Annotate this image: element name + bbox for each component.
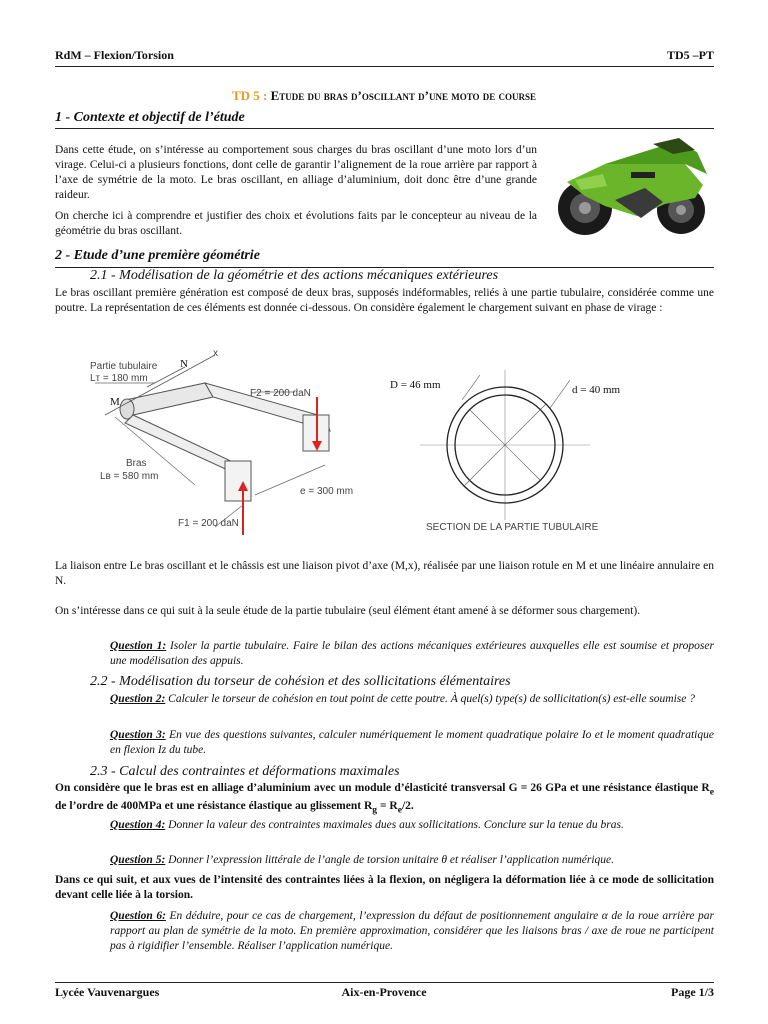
question-4-text: Donner la valeur des contraintes maximales dues aux sollicitations. Conclure sur la tenue du bras. — [165, 819, 624, 831]
question-5-text: Donner l’expression littérale de l’angle de torsion unitaire θ et réaliser l’application numérique. — [165, 854, 615, 866]
p4-part-d: /2. — [401, 800, 414, 813]
title-text: Etude du bras d’oscillant d’une moto de course — [270, 88, 537, 103]
header-rule — [55, 66, 714, 67]
p4-sub-e2: e — [397, 804, 402, 816]
question-3-text: En vue des questions suivantes, calculer numériquement le moment quadratique polaire Io et le moment quadratique en flexion Iz du tube. — [110, 729, 714, 756]
fig-axis-x: x — [213, 348, 218, 359]
fig-e: e = 300 mm — [300, 486, 354, 497]
section-1-paragraph-2: On cherche ici à comprendre et justifier des choix et évolutions faits par le concepteur au niveau de la géométrie du bras oscillant. — [55, 210, 537, 237]
fig-outer-diameter: D = 46 mm — [390, 379, 441, 391]
fig-point-m: M — [110, 396, 120, 408]
p4-sub-g: g — [372, 804, 378, 816]
question-4 — [110, 818, 714, 833]
question-3 — [110, 728, 714, 758]
fig-lb: Lв = 580 mm — [100, 471, 159, 482]
section-2-paragraph-1: Le bras oscillant première génération est composé de deux bras, supposés indéformables, reliés à une partie tubulaire, considérée comme une poutre. La représentation de ces éléments est donnée ci-dessous. On considère également le chargement suivant en phase de virage : — [55, 287, 714, 314]
question-2-text: Calculer le torseur de cohésion en tout point de cette poutre. À quel(s) type(s) de sollicitation(s) est-elle soumise ? — [165, 693, 696, 705]
question-5-label: Question 5: — [110, 854, 166, 866]
section-2-paragraph-3: On s’intéresse dans ce qui suit à la seule étude de la partie tubulaire (seul élément étant amené à se déformer sous chargement). — [55, 605, 641, 617]
subsection-2-2: 2.2 - Modélisation du torseur de cohésion et des sollicitations élémentaires — [90, 674, 511, 689]
header-right: TD5 –PT — [666, 48, 714, 62]
section-2-paragraph-4 — [55, 781, 714, 818]
question-3-label: Question 3: — [110, 729, 166, 741]
question-1 — [110, 639, 714, 669]
fig-f1: F1 = 200 daN — [178, 518, 239, 529]
question-6-label: Question 6: — [110, 910, 166, 922]
section-2-paragraph-2: La liaison entre Le bras oscillant et le châssis est une liaison pivot d’axe (M,x), réalisée par une liaison rotule en M et une linéaire annulaire en N. — [55, 560, 714, 587]
footer-left: Lycée Vauvenargues — [55, 985, 160, 999]
header-left: RdM – Flexion/Torsion — [55, 48, 174, 62]
fig-bras: Bras — [126, 458, 147, 469]
question-4-label: Question 4: — [110, 819, 166, 831]
subsection-2-1: 2.1 - Modélisation de la géométrie et des actions mécaniques extérieures — [90, 268, 499, 283]
p4-sub-e: e — [709, 786, 714, 798]
section-1-paragraph-1: Dans cette étude, on s’intéresse au comportement sous charges du bras oscillant d’une moto lors d’un virage. Celui-ci a plusieurs fonctions, dont celle de garantir l’alignement de la roue arrière par rapport à l’axe de symétrie de la moto. Le bras oscillant, en alliage d’aluminium, doit donc être d’une grande raideur. — [55, 144, 537, 201]
p4-part-a: On considère que le bras est en alliage d’aluminium avec un module d’élasticité transversal G = 26 GPa et une résistance élastique R — [55, 782, 710, 794]
fig-f2: F2 = 200 daN — [250, 388, 311, 399]
question-1-text: Isoler la partie tubulaire. Faire le bilan des actions mécaniques extérieures auxquelles elle est soumise et proposer une modélisation des appuis. — [110, 640, 714, 667]
question-6 — [110, 909, 714, 954]
question-2-label: Question 2: — [110, 693, 166, 705]
fig-lt: Lт = 180 mm — [90, 373, 148, 384]
section-1-heading: 1 - Contexte et objectif de l’étude — [55, 110, 245, 125]
fig-partie-tubulaire: Partie tubulaire — [90, 361, 158, 372]
motorcycle-image — [545, 130, 715, 242]
question-1-label: Question 1: — [110, 640, 167, 652]
section-2-heading: 2 - Etude d’une première géométrie — [55, 248, 260, 263]
fig-inner-diameter: d = 40 mm — [572, 384, 621, 396]
subsection-2-3: 2.3 - Calcul des contraintes et déformations maximales — [90, 764, 400, 779]
question-6-text: En déduire, pour ce cas de chargement, l’expression du défaut de positionnement angulaire α de la roue arrière par rapport au plan de symétrie de la moto. En première approximation, considérer que les liaisons bras / axe de roue ne participent pas à rigidifier l’ensemble. Réaliser l’application numérique. — [110, 910, 714, 952]
question-5 — [110, 853, 714, 868]
question-2 — [110, 692, 714, 707]
section-2-paragraph-5: Dans ce qui suit, et aux vues de l’intensité des contraintes liées à la flexion, on négligera la déformation liée à ce mode de sollicitation devant celle liée à la torsion. — [55, 874, 714, 901]
title-td: TD 5 : — [231, 88, 268, 103]
p4-part-b: de l’ordre de 400MPa et une résistance élastique au glissement R — [55, 800, 373, 813]
fig-point-n: N — [180, 358, 188, 370]
page-title — [0, 88, 768, 104]
p4-part-c: = R — [377, 800, 398, 813]
footer-center: Aix-en-Provence — [341, 985, 427, 999]
page-number: Page 1/3 — [671, 985, 714, 999]
fig-section-caption: SECTION DE LA PARTIE TUBULAIRE — [426, 522, 599, 533]
section-1-rule — [55, 128, 714, 129]
footer-rule — [55, 982, 714, 983]
